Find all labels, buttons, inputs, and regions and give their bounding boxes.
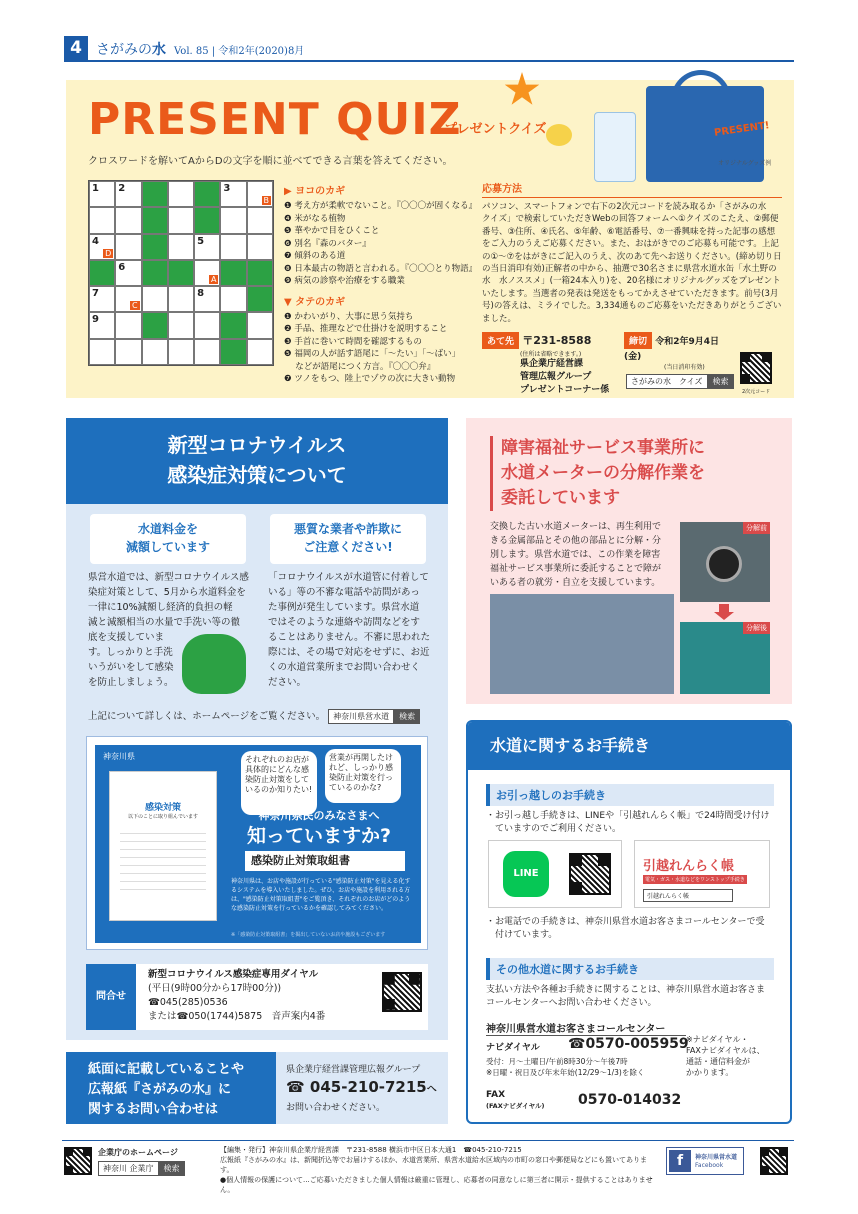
address-block (482, 332, 610, 397)
detail-row: 上記について詳しくは、ホームページをご覧ください。 神奈川県営水道 検索 (88, 708, 420, 724)
crossword-cell (220, 260, 246, 286)
meter-line: 別します。県営水道では、この作業を障害 (490, 550, 661, 560)
cell-letter: B (263, 196, 269, 206)
apply-body: パソコン、スマートフォンで右下の2次元コードを読み取るか「さがみの水 クイズ」で検索していただきWebの回答フォームへ①クイズのこたえ、②郵便番号、③住所、④氏名、⑤年齢、⑥電話番号、⑦一番興味を持った記事の感想をご入力のうえご応募ください。また、おはがきでのご応募も可能です。上記の①〜⑦をはがきにご記入のうえ、次のあて先へお送りください。(締め切り日の当日消印有効)正解者の中から、抽選で30名さまに県営水道水缶「水土野の水 水ノススメ」(一箱24本入り)を、20名様にオリジナルグッズをプレゼントいたします。当選者の発表は発送をもってかえさせていただきます。前号(3月号)の答えは、ミライでした。3,334通ものご応募をいただきありがとうございました。 (482, 202, 782, 324)
fax-tel[interactable]: 0570-014032 (578, 1092, 682, 1108)
navi-note-line: ※ナビダイヤル・ (686, 1035, 749, 1044)
crossword-cell[interactable] (247, 312, 273, 338)
fraud-line: た事例が発生しています。県営水道 (268, 602, 420, 613)
move-line: ていますのでご利用ください。 (486, 824, 622, 834)
discount-box: 水道料金を 減額しています (90, 514, 246, 564)
mascot-image (182, 634, 246, 694)
tate-clue: などが語尾につく方言。『〇〇〇弁』 (284, 361, 436, 372)
tate-clue: ❼ ツノをもつ、陸上でゾウの次に大きい動物 (284, 374, 456, 384)
contact-qr-code[interactable] (382, 972, 422, 1012)
crossword-cell[interactable] (89, 286, 115, 312)
crossword-cell[interactable] (220, 181, 246, 207)
crossword-cell (142, 260, 168, 286)
crossword-cell (142, 312, 168, 338)
crossword-cell[interactable] (168, 234, 194, 260)
cell-number: 3 (223, 183, 231, 194)
discount-line: 県営水道では、新型コロナウイルス感 (88, 572, 249, 583)
other-heading: その他水道に関するお手続き (486, 958, 774, 980)
qr-note: 2次元コード (742, 389, 771, 395)
quiz-search[interactable] (626, 374, 734, 389)
tate-clue: ❺ 福岡の人が話す語尾に「〜たい」「〜ばい」 (284, 349, 461, 359)
page-header (64, 32, 794, 62)
fraud-line: 「コロナウイルスが水道管に付着して (268, 572, 429, 583)
fraud-line: ることはありません。不審に思われた (268, 632, 431, 643)
meter-line: 交換した古い水道メーターは、再生利用で (490, 522, 662, 532)
bottom-tail: お問い合わせください。 (286, 1103, 386, 1113)
detail-search-button[interactable]: 検索 (394, 709, 420, 724)
cell-number: 2 (118, 183, 126, 194)
facebook-link[interactable]: f 神奈川県営水道 Facebook (666, 1147, 744, 1175)
quiz-qr-code[interactable] (740, 352, 772, 384)
crossword-cell[interactable] (89, 312, 115, 338)
magazine-title: さがみの水 (96, 42, 166, 58)
cell-letter: C (131, 301, 138, 311)
tate-heading: ▼ タテのカギ (284, 296, 346, 308)
bag-note: オリジナルグッズ例 (718, 160, 772, 167)
meter-line: きる金属部品とその他の部品とに分解・分 (490, 536, 662, 546)
crossword-cell[interactable] (115, 234, 141, 260)
arrow-down-icon (714, 604, 734, 620)
crossword-cell[interactable] (115, 286, 141, 312)
move-text1 (486, 810, 786, 836)
crossword-cell[interactable] (115, 339, 141, 365)
facebook-icon: f (669, 1150, 691, 1172)
crossword-cell[interactable] (220, 286, 246, 312)
yoko-clue: ❾ 病気の診察や治療をする職業 (284, 276, 405, 286)
cell-number: 9 (92, 314, 99, 326)
crossword-cell[interactable] (89, 181, 115, 207)
fraud-line: ではそのような連絡や訪問などをす (268, 617, 421, 628)
contact-tag: 問合せ (86, 964, 136, 1030)
deadline-block (624, 332, 734, 371)
crossword-cell[interactable] (115, 207, 141, 233)
apply-heading: 応募方法 (482, 180, 782, 198)
crossword-cell[interactable] (247, 234, 273, 260)
crossword-cell[interactable] (247, 207, 273, 233)
crossword-cell[interactable] (168, 339, 194, 365)
quiz-search-button[interactable]: 検索 (708, 374, 734, 389)
apply-section (482, 180, 782, 325)
crossword-cell[interactable] (89, 234, 115, 260)
address-line2: 管理広報グループ (520, 372, 592, 382)
call-hours: 受付：月〜土曜日/午前8時30分〜午後7時 ※日曜・祝日及び年末年始(12/29〜1/3)を除く (486, 1057, 645, 1077)
deadline-note: (当日消印有効) (664, 364, 705, 371)
meter-line: いある者の就労・自立を支援しています。 (490, 578, 661, 588)
booklet-image: 感染対策 以下のことに取り組んでいます (109, 771, 217, 921)
move-line: 付けています。 (486, 930, 558, 940)
discount-line: を防止しましょう。 (88, 677, 174, 688)
crossword-cell[interactable] (194, 260, 220, 286)
cell-number: 8 (197, 288, 205, 300)
address-line3: プレゼントコーナー係 (520, 385, 610, 395)
quiz-description: クロスワードを解いてAからDの文字を順に並べてできる言葉を答えてください。 (88, 156, 453, 167)
crossword-cell (220, 339, 246, 365)
quiz-title: PRESENT QUIZ (88, 94, 462, 145)
meter-after-photo: 分解後 (680, 622, 770, 694)
fraud-text (268, 570, 444, 690)
bottom-contact (66, 1052, 448, 1124)
crossword-cell (194, 207, 220, 233)
deadline-date: 令和2年9月4日(金) (624, 337, 719, 362)
crossword-cell (220, 312, 246, 338)
line-qr-code[interactable] (569, 853, 611, 895)
present-label: PRESENT! (713, 120, 771, 139)
navi-note-line: かかります。 (686, 1068, 734, 1077)
crossword-cell (89, 260, 115, 286)
hikkoshi-logo: 引越れんらく帳 (643, 859, 735, 874)
zip-code: 〒231-8588 (522, 334, 592, 347)
navi-note-line: 通話・通信料金が (686, 1057, 750, 1066)
discount-line: 減と減額相当の水量で手洗い等の徹 (88, 617, 241, 628)
crossword-cell[interactable] (168, 312, 194, 338)
kanagawa-logo: 神奈川県 (103, 752, 135, 761)
fraud-line: いる」等の不審な電話や訪問があっ (268, 587, 420, 598)
issue-info: Vol. 85 | 令和2年(2020)8月 (174, 46, 305, 57)
discount-line: 底を支援していま (88, 632, 165, 643)
discount-line: す。しっかりと手洗 (88, 647, 173, 658)
other-line: コールセンターへお問い合わせください。 (486, 998, 657, 1008)
bottom-heading: 紙面に記載していることや 広報紙『さがみの水』に 関するお問い合わせは (66, 1052, 276, 1124)
know-note: ※「感染防止対策取組書」を掲出していないお店や施設もございます (231, 932, 386, 938)
crossword-cell (142, 207, 168, 233)
footer-text: 【編集・発行】神奈川県企業庁経営課 〒231-8588 横浜市中区日本大通1 ☎045-210-7215 広報紙『さがみの水』は、新聞折込等でお届けするほか、水道営業所、県営水道給水区域内の市町の窓口や郵便局などにも置いてあります。 ●個人情報の保護について...ご応募いただきました個人情報は厳重に管理し、応募者の同意なしに第三者に開示・提供することはありません。 (220, 1146, 653, 1194)
bottom-tel[interactable]: ☎ 045-210-7215へ (286, 1078, 437, 1096)
bottom-org: 県企業庁経営課管理広報グループ (286, 1065, 421, 1075)
navi-note (686, 1034, 765, 1078)
crossword-cell[interactable] (142, 339, 168, 365)
cell-number: 6 (118, 261, 126, 273)
move-text2 (486, 916, 786, 942)
crossword-cell[interactable] (115, 260, 141, 286)
cell-number: 5 (197, 235, 205, 247)
crossword-cell (142, 234, 168, 260)
crossword-cell[interactable] (168, 207, 194, 233)
crossword-cell (168, 260, 194, 286)
line-card[interactable] (488, 840, 622, 908)
know-body: 神奈川県は、お店や施設が行っている"感染防止対策"を見える化するシステムを導入いたしました。ぜひ、お店や施設を利用される方は、"感染防止対策取組書"をご覧頂き、それぞれのお店がどのような感染防止対策を行っているかを確認してみてください。 (231, 878, 411, 912)
fax-label: FAX (FAXナビダイヤル) (486, 1090, 545, 1110)
present-quiz-section (66, 80, 794, 398)
quiz-subtitle: プレゼントクイズ (444, 122, 547, 137)
fraud-line: 際には、その場で対応をせずに、お近 (268, 647, 430, 658)
detail-search-input[interactable]: 神奈川県営水道 (328, 709, 394, 724)
other-text (486, 984, 786, 1010)
covid-header (66, 418, 448, 504)
hp-search[interactable]: 神奈川 企業庁 検索 (98, 1161, 185, 1176)
meter-body (490, 520, 700, 590)
crossword-cell[interactable] (194, 286, 220, 312)
hp-qr-code[interactable] (64, 1147, 92, 1175)
yoko-heading: ▶ ヨコのカギ (284, 186, 346, 197)
zip-note: (住所は省略できます。) (520, 351, 582, 358)
hikkoshi-card[interactable] (634, 840, 770, 908)
other-line: 支払い方法や各種お手続きに関することは、神奈川県営水道お客さま (486, 985, 766, 995)
yoko-clue: ❶ 考え方が柔軟でないこと。『〇〇〇が固くなる』 (284, 201, 478, 211)
meter-title: 障害福祉サービス事業所に 水道メーターの分解作業を 委託しています (490, 436, 705, 511)
yoko-clue: ❺ 華やかで目をひくこと (284, 226, 380, 236)
crossword-cell (142, 181, 168, 207)
shell-icon (546, 124, 572, 146)
workshop-photo (490, 594, 674, 694)
line-icon[interactable]: LINE (503, 851, 549, 897)
crossword-cell[interactable] (194, 234, 220, 260)
facebook-qr-code[interactable] (760, 1147, 788, 1175)
address-tag: あて先 (482, 332, 519, 349)
hikkoshi-sub: 電気・ガス・水道などをワンストップ手続き (645, 877, 745, 883)
quiz-search-input[interactable]: さがみの水 クイズ (626, 374, 708, 389)
call-center: 神奈川県営水道お客さまコールセンター (486, 1020, 686, 1036)
crossword-cell[interactable] (115, 181, 141, 207)
procedures-section (466, 720, 792, 1124)
know-search[interactable]: 感染防止対策取組書 (245, 851, 405, 871)
yoko-clue: ❼ 傾斜のある道 (284, 251, 346, 261)
cell-number: 4 (92, 235, 99, 247)
footer (62, 1140, 794, 1194)
crossword-cell[interactable] (115, 312, 141, 338)
crossword-cell[interactable] (89, 207, 115, 233)
tate-clue: ❷ 手品、推理などで仕掛けを説明すること (284, 324, 448, 334)
tate-clue: ❶ かわいがり、大事に思う気持ち (284, 311, 414, 322)
meter-line: 福祉サービス事業所に委託することで障が (490, 564, 662, 574)
discount-line: 一律に10%減額し経済的負担の軽 (88, 602, 233, 613)
hikkoshi-button[interactable]: 引越れんらく帳 (643, 889, 733, 902)
covid-contact (86, 964, 428, 1030)
yoko-clue: ❽ 日本最古の物語と言われる。『〇〇〇とり物語』 (284, 263, 478, 274)
move-line: ・お電話での手続きは、神奈川県営水道お客さまコールセンターで受 (486, 917, 765, 927)
crossword-cell[interactable] (247, 339, 273, 365)
bubble-2: 営業が再開したけれど、しっかり感染防止対策を行っているのかな? (325, 749, 401, 803)
yoko-clue: ❻ 別名『森のバター』 (284, 238, 371, 249)
crossword-cell[interactable] (168, 286, 194, 312)
fraud-box: 悪質な業者や詐欺に ご注意ください! (270, 514, 426, 564)
covid-section (66, 418, 448, 1040)
hp-label: 企業庁のホームページ (98, 1148, 178, 1157)
kanagawa-inner (95, 745, 421, 943)
contact-info: 新型コロナウイルス感染症専用ダイヤル (平日(9時00分から17時00分)) ☎045(285)0536 または☎050(1744)5875 音声案内4番 (148, 969, 326, 1022)
navi-note-line: FAXナビダイヤルは、 (686, 1046, 765, 1055)
fraud-line: くの水道営業所までお問い合わせく (268, 662, 421, 673)
page-number: 4 (64, 36, 88, 60)
discount-line: 染症対策として、5月から水道料金を (88, 587, 246, 598)
crossword-cell[interactable] (247, 181, 273, 207)
cell-letter: A (210, 275, 217, 285)
cell-number: 7 (92, 288, 99, 300)
starfish-icon (504, 72, 540, 108)
crossword-cell[interactable] (142, 286, 168, 312)
procedures-title: 水道に関するお手続き (468, 722, 790, 770)
yoko-clue: ❹ 米がなる植物 (284, 213, 346, 224)
crossword-cell (194, 181, 220, 207)
crossword-cell (247, 286, 273, 312)
tate-clue: ❸ 手首に巻いて時間を確認するもの (284, 336, 422, 347)
crossword-cell[interactable] (220, 207, 246, 233)
crossword-cell (247, 260, 273, 286)
crossword-cell[interactable] (89, 339, 115, 365)
crossword-grid[interactable] (88, 180, 274, 366)
move-heading: お引っ越しのお手続き (486, 784, 774, 806)
navi-tel[interactable]: ☎0570-005959 (568, 1036, 689, 1052)
know-title: 知っていますか? (246, 825, 392, 847)
crossword-cell[interactable] (194, 339, 220, 365)
deadline-tag: 締切 (624, 332, 652, 349)
address-line1: 県企業庁経営課 (520, 359, 584, 369)
move-line: ・お引っ越し手続きは、LINEや「引越れんらく帳」で24時間受け付け (486, 811, 770, 821)
crossword-clues (284, 180, 478, 386)
cup-image (594, 112, 636, 182)
crossword-cell[interactable] (168, 181, 194, 207)
fraud-line: ださい。 (268, 677, 307, 688)
know-sub: 神奈川県民のみなさまへ (258, 809, 380, 822)
navi-label: ナビダイヤル (486, 1043, 540, 1053)
cell-letter: D (105, 248, 112, 258)
cell-number: 1 (92, 183, 99, 194)
meter-before-photo: 分解前 (680, 522, 770, 602)
crossword-cell[interactable] (194, 312, 220, 338)
discount-line: いうがいをして感染 (88, 662, 174, 673)
bubble-1: それぞれのお店が具体的にどんな感染防止対策をしているのか知りたい! (241, 751, 317, 815)
meter-section (466, 418, 792, 704)
crossword-cell[interactable] (220, 234, 246, 260)
covid-title: 新型コロナウイルス 感染症対策について (167, 433, 347, 487)
kanagawa-panel (86, 736, 428, 950)
